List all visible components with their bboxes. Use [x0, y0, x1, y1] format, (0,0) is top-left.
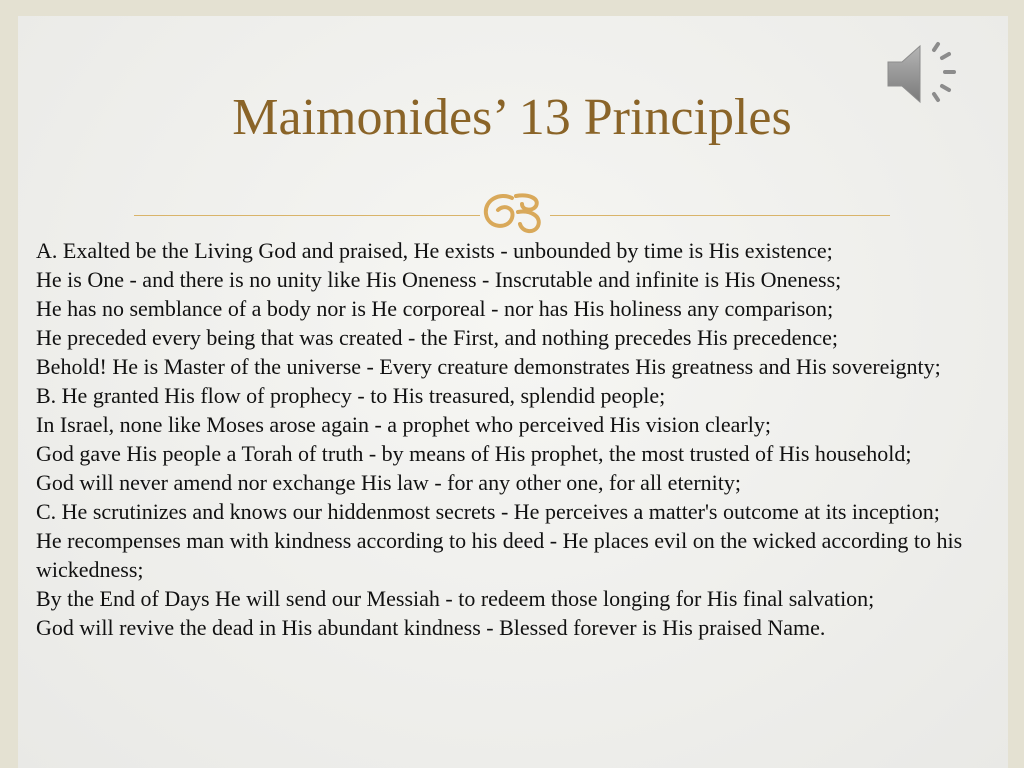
- principle-line: A. Exalted be the Living God and praised, He exists - unbounded by time is His existence;: [36, 238, 833, 263]
- principle-line: God will revive the dead in His abundant kindness - Blessed forever is His praised Name.: [36, 615, 826, 640]
- slide-title: Maimonides’ 13 Principles: [232, 89, 792, 146]
- principle-line: C. He scrutinizes and knows our hiddenmost secrets - He perceives a matter's outcome at its inception;: [36, 499, 940, 524]
- title-divider-left: [134, 215, 480, 216]
- principle-line: B. He granted His flow of prophecy - to His treasured, splendid people;: [36, 383, 666, 408]
- title-divider-right: [550, 215, 890, 216]
- principle-line: God will never amend nor exchange His law - for any other one, for all eternity;: [36, 470, 741, 495]
- principle-line: In Israel, none like Moses arose again - a prophet who perceived His vision clearly;: [36, 412, 771, 437]
- principles-list: [36, 236, 1016, 642]
- flourish-ornament-icon: [478, 190, 550, 236]
- principle-line: God gave His people a Torah of truth - by means of His prophet, the most trusted of His household;: [36, 441, 912, 466]
- principle-line: He is One - and there is no unity like His Oneness - Inscrutable and infinite is His Oneness;: [36, 267, 842, 292]
- principle-line: He recompenses man with kindness according to his deed - He places evil on the wicked according to his wickedness;: [36, 528, 963, 582]
- principle-line: By the End of Days He will send our Messiah - to redeem those longing for His final salvation;: [36, 586, 875, 611]
- principle-line: He has no semblance of a body nor is He corporeal - nor has His holiness any comparison;: [36, 296, 834, 321]
- principle-line: Behold! He is Master of the universe - Every creature demonstrates His greatness and His sovereignty;: [36, 354, 941, 379]
- principle-line: He preceded every being that was created - the First, and nothing precedes His precedence;: [36, 325, 839, 350]
